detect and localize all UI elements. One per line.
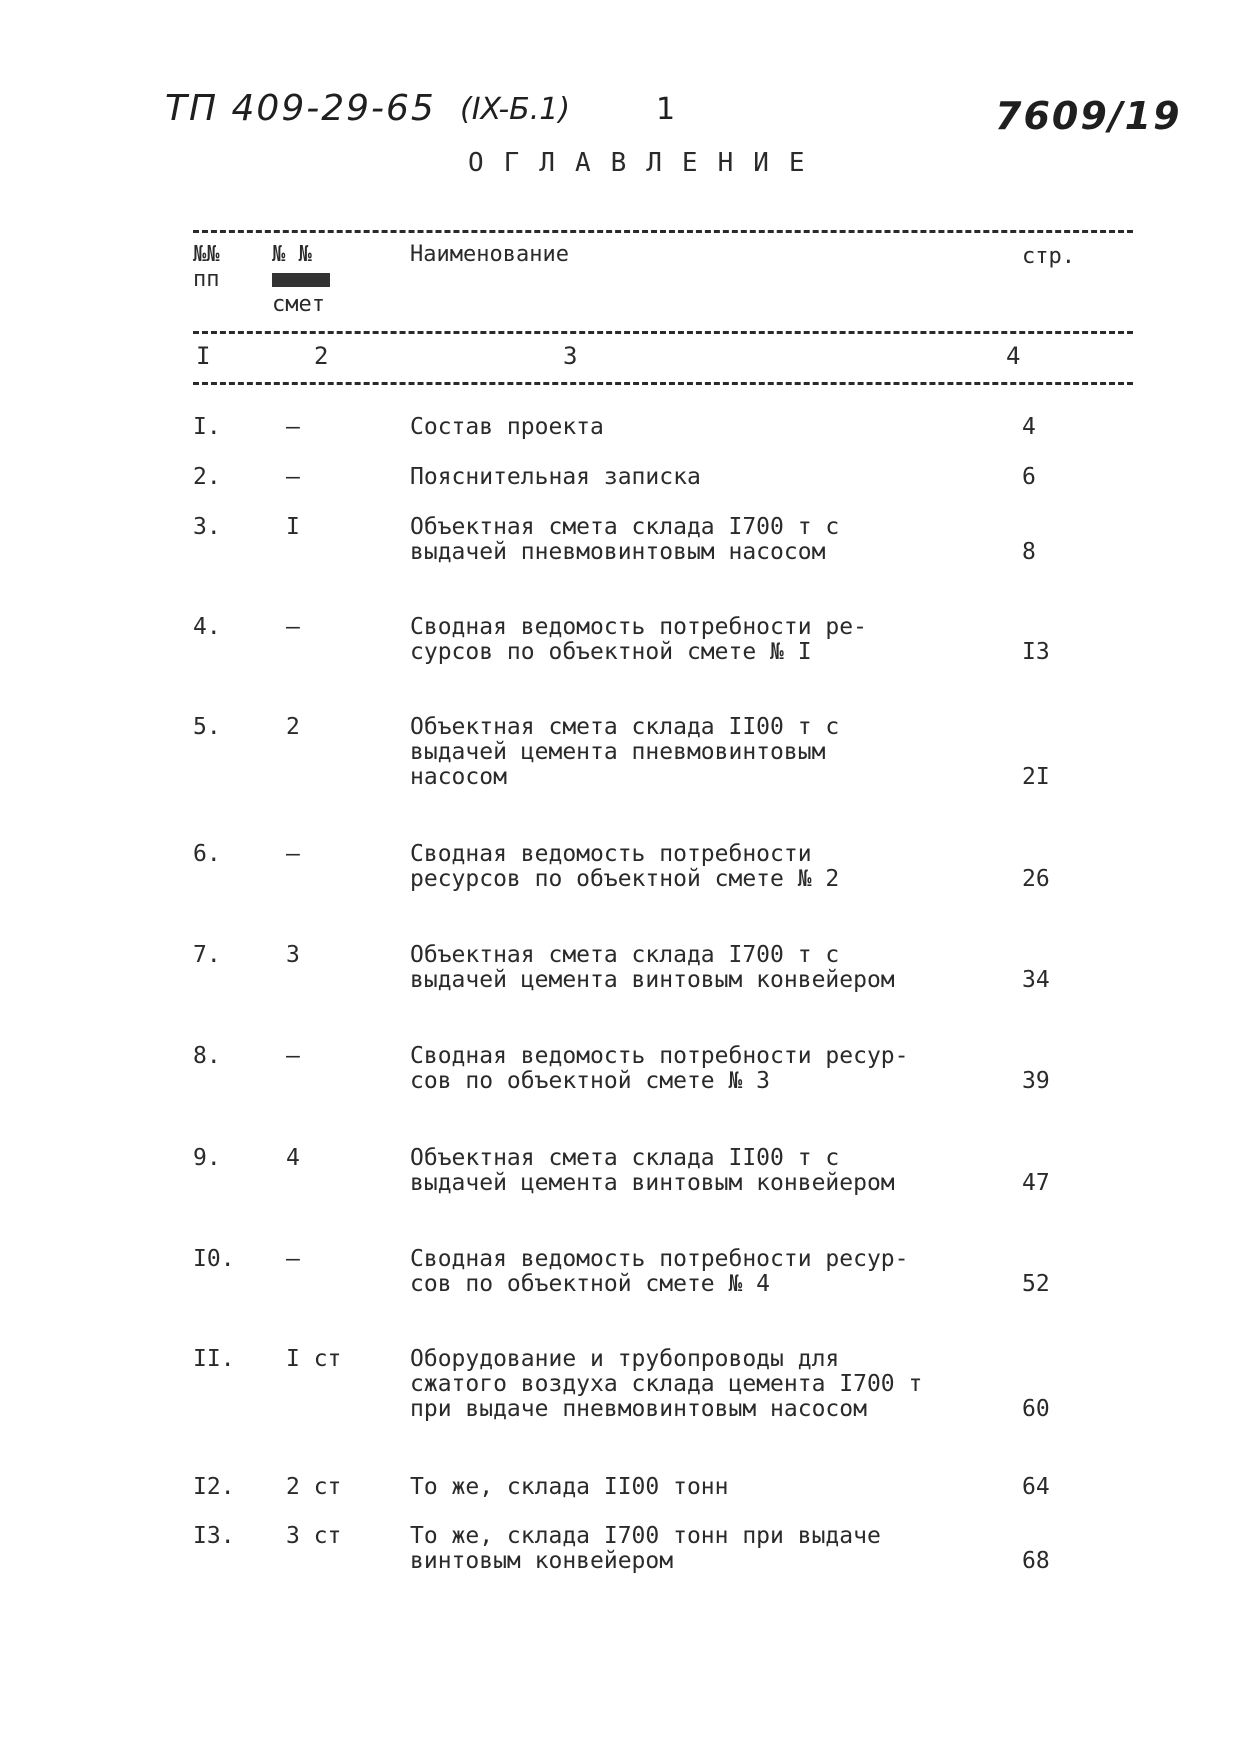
row-name-line: сурсов по объектной смете № I [410,639,812,665]
row-page: 34 [1022,967,1050,993]
row-name-line: Сводная ведомость потребности ресур- [410,1246,909,1272]
row-number: II. [193,1346,235,1372]
row-number: I3. [193,1523,235,1549]
row-page: 8 [1022,539,1036,565]
row-estimate: – [286,841,300,867]
row-name [410,615,1010,665]
row-number: 3. [193,514,221,540]
column-number: I [196,342,211,370]
row-name [410,1247,1010,1297]
header-text: № № [272,242,312,267]
header-text: пп [193,267,220,292]
row-name-line: Объектная смета склада II00 т с [410,1145,840,1171]
row-estimate: – [286,614,300,640]
ink-smudge [272,273,330,287]
row-number: 5. [193,714,221,740]
row-name [410,1347,1010,1422]
column-number: 3 [563,342,578,370]
column-number: 2 [314,342,329,370]
row-page: 6 [1022,464,1036,490]
row-number: 9. [193,1145,221,1171]
row-estimate: – [286,1043,300,1069]
row-name-line: Оборудование и трубопроводы для [410,1346,840,1372]
header-page: стр. [1022,244,1075,269]
row-name-line: при выдаче пневмовинтовым насосом [410,1396,867,1422]
row-estimate: 4 [286,1145,300,1171]
row-name-line: Объектная смета склада II00 т с [410,714,840,740]
row-number: 7. [193,942,221,968]
header-estimate-number [272,242,330,317]
row-estimate: I ст [286,1346,342,1372]
row-name [410,465,1010,490]
row-page: 26 [1022,866,1050,892]
row-page: 52 [1022,1271,1050,1297]
row-name-line: выдачей цемента винтовым конвейером [410,967,895,993]
row-estimate: 2 [286,714,300,740]
row-page: 60 [1022,1396,1050,1422]
page-title: ОГЛАВЛЕНИЕ [468,148,825,178]
row-number: I. [193,414,221,440]
row-name-line: выдачей пневмовинтовым насосом [410,539,826,565]
row-page: 39 [1022,1068,1050,1094]
row-name [410,1146,1010,1196]
header-item-number [193,242,220,292]
row-estimate: – [286,464,300,490]
row-name [410,415,1010,440]
row-name-line: насосом [410,764,507,790]
row-name-line: Сводная ведомость потребности [410,841,812,867]
page-number: 1 [656,92,678,127]
row-name-line: Сводная ведомость потребности ре- [410,614,867,640]
row-number: 8. [193,1043,221,1069]
row-name [410,1524,1010,1574]
row-page: I3 [1022,639,1050,665]
row-name-line: сов по объектной смете № 3 [410,1068,771,1094]
row-estimate: – [286,1246,300,1272]
row-page: 68 [1022,1548,1050,1574]
row-name-line: Объектная смета склада I700 т с [410,942,840,968]
row-name [410,842,1010,892]
row-estimate: I [286,514,300,540]
document-code: ТП 409-29-65 [165,88,436,129]
row-name-line: Состав проекта [410,414,604,440]
header-name: Наименование [410,242,569,267]
dashed-rule-bottom [193,382,1133,385]
row-name-line: То же, склада II00 тонн [410,1474,729,1500]
row-number: I0. [193,1246,235,1272]
header-text: №№ [193,242,220,267]
row-name-line: сжатого воздуха склада цемента I700 т [410,1371,923,1397]
row-page: 47 [1022,1170,1050,1196]
column-number: 4 [1006,342,1021,370]
header-text: смет [272,292,325,317]
row-name-line: выдачей цемента пневмовинтовым [410,739,826,765]
row-page: 64 [1022,1474,1050,1500]
row-name-line: Объектная смета склада I700 т с [410,514,840,540]
document-subcode: (IX-Б.1) [460,92,571,127]
dashed-rule-middle [193,331,1133,334]
row-estimate: 2 ст [286,1474,342,1500]
row-number: 6. [193,841,221,867]
row-name [410,943,1010,993]
row-number: 4. [193,614,221,640]
row-name-line: Пояснительная записка [410,464,701,490]
row-name-line: сов по объектной смете № 4 [410,1271,771,1297]
row-estimate: 3 [286,942,300,968]
row-number: I2. [193,1474,235,1500]
row-name [410,715,1010,790]
row-number: 2. [193,464,221,490]
row-estimate: – [286,414,300,440]
row-name [410,1044,1010,1094]
row-page: 2I [1022,764,1050,790]
row-name-line: выдачей цемента винтовым конвейером [410,1170,895,1196]
row-name-line: винтовым конвейером [410,1548,674,1574]
row-name-line: То же, склада I700 тонн при выдаче [410,1523,881,1549]
row-page: 4 [1022,414,1036,440]
dashed-rule-top [193,230,1133,233]
row-name [410,1475,1010,1500]
row-name-line: Сводная ведомость потребности ресур- [410,1043,909,1069]
row-name [410,515,1010,565]
document-reference: 7609/19 [995,94,1182,138]
row-name-line: ресурсов по объектной смете № 2 [410,866,840,892]
row-estimate: 3 ст [286,1523,342,1549]
